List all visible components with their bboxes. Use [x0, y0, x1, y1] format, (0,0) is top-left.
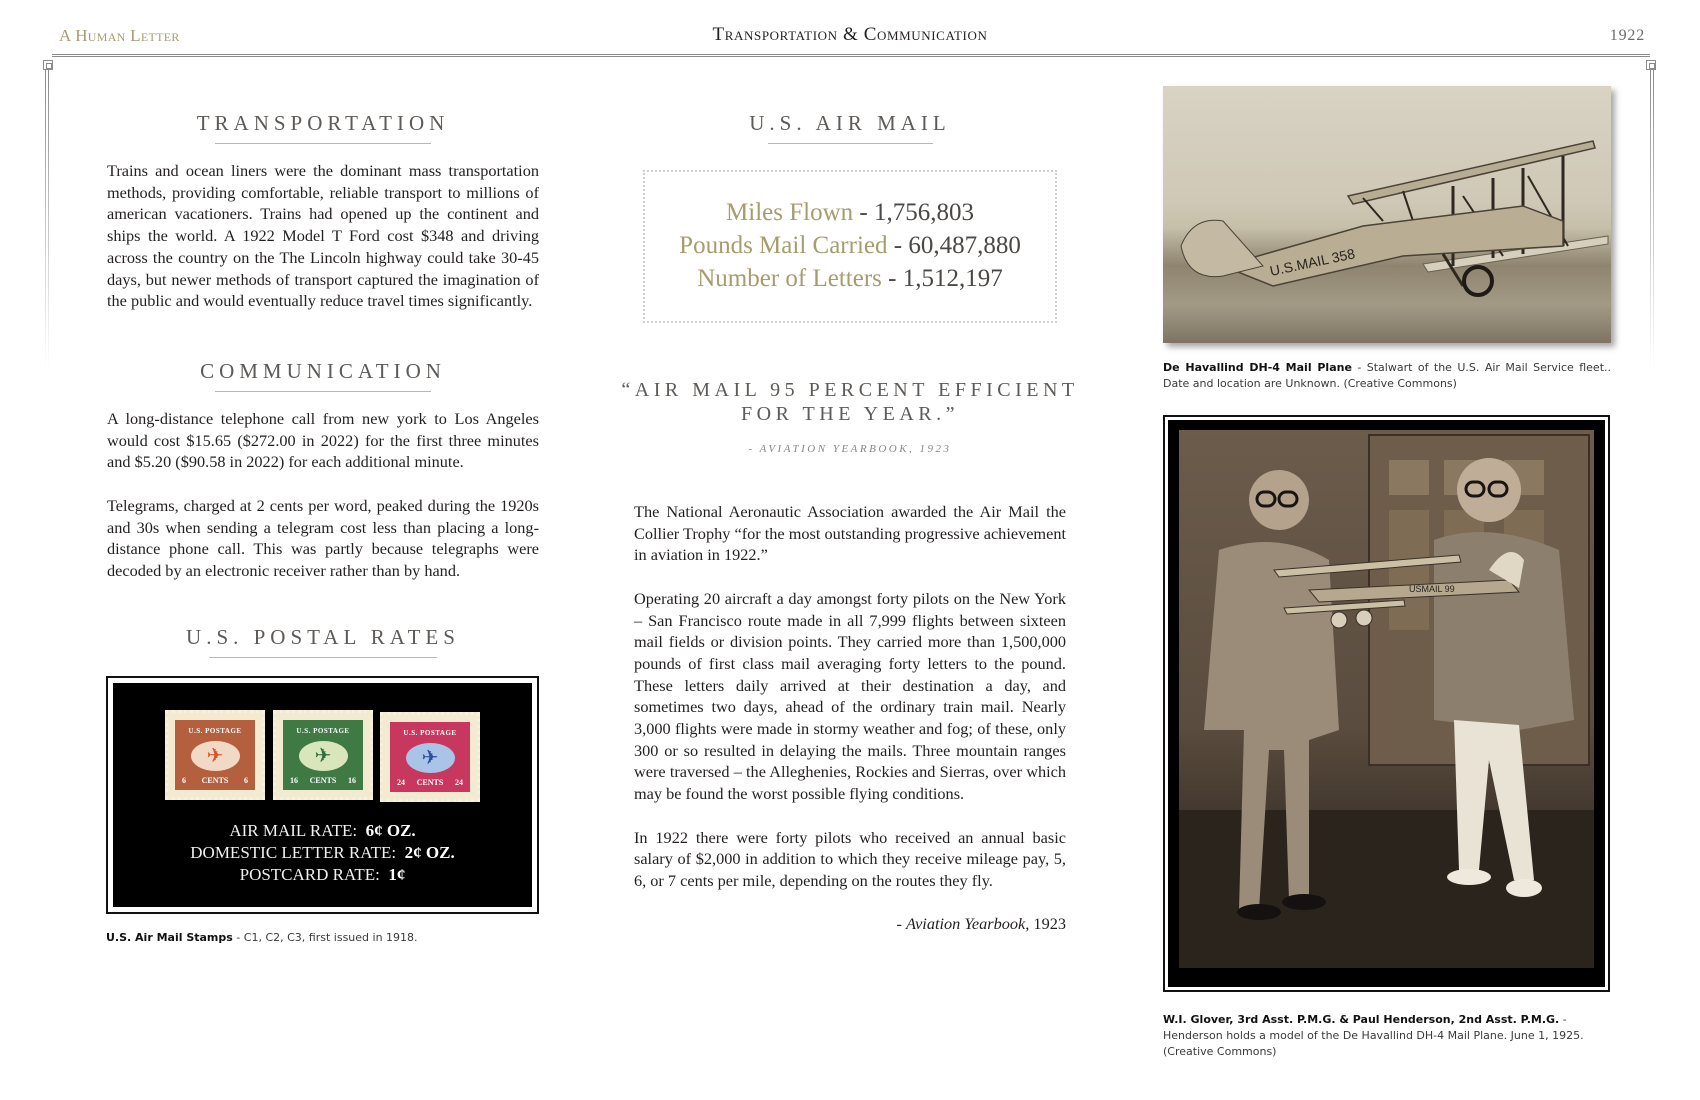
caption-text: - Stalwart of the U.S. Air Mail Service fleet.. Date and location are Unknown. (Creative Commons) [1163, 361, 1612, 390]
caption-title: De Havallind DH-4 Mail Plane [1163, 361, 1352, 374]
caption-title: U.S. Air Mail Stamps [106, 931, 233, 944]
stat-label: Pounds Mail Carried [679, 232, 888, 259]
stamp-value: 16 [290, 776, 298, 785]
stat-value: 1,512,197 [902, 265, 1003, 292]
stamp-value: 6 [182, 776, 186, 785]
page-year: 1922 [1609, 27, 1645, 44]
heading-rule [209, 657, 437, 658]
stamp-24-cents [380, 712, 480, 802]
stat-label: Number of Letters [697, 265, 882, 292]
air-mail-paragraph: In 1922 there were forty pilots who received an annual basic salary of $2,000 in addition to which they receive mileage pay, 5, 6, or 7 cents per mile, depending on the routes they fly. [634, 827, 1066, 890]
attribution-title: Aviation Yearbook, [906, 914, 1030, 934]
communication-paragraph: Telegrams, charged at 2 cents per word, peaked during the 1920s and 30s when sending a telegram cost less than placing a long-distance phone call. This was partly because telegraphs were decoded by an electronic receiver rather than by hand. [107, 495, 539, 580]
stat-value: 60,487,880 [908, 232, 1021, 259]
heading-rule [215, 143, 431, 144]
air-mail-paragraph: The National Aeronautic Association awarded the Air Mail the Collier Trophy “for the most outstanding progressive achievement in aviation in 1922.” [634, 502, 1066, 565]
caption-text: - Henderson holds a model of the De Havallind DH-4 Mail Plane. June 1, 1925. (Creative Commons) [1163, 1013, 1584, 1058]
transportation-paragraph: Trains and ocean liners were the dominant mass transportation methods, providing comfortable, reliable transport to millions of american vacationers. Trains had opened up the continent and ships the world. A 1922 Model T Ford cost $348 and driving across the country on the The Lincoln highway could take 30-45 days, but newer methods of transport captured the imagination of the public and would eventually reduce travel times significantly. [107, 161, 539, 311]
frame-corner-ornament [43, 60, 53, 70]
stamp-postage-label: U.S. POSTAGE [296, 727, 350, 735]
frame-top-rule [52, 54, 1650, 55]
stamp-value: 16 [348, 776, 356, 785]
stamp-cents: CENTS [309, 776, 337, 785]
frame-top-rule [52, 56, 1650, 57]
publication-name: A Human Letter [59, 26, 180, 45]
attribution-dash: - [896, 914, 907, 934]
rate-row [113, 820, 532, 842]
stat-row: Number of Letters - 1,512,197 [697, 265, 1003, 292]
air-mail-stats-box [643, 170, 1057, 323]
postal-rates-heading: U.S. POSTAL RATES [186, 625, 460, 649]
heading-rule [215, 391, 431, 392]
rate-row [113, 842, 532, 864]
page-title: Transportation & Communication [712, 24, 988, 45]
plane-marking: U.S.MAIL 358 [1268, 245, 1357, 279]
stamp-cents: CENTS [416, 778, 444, 787]
biplane-icon: ✈ [299, 741, 348, 771]
officials-illustration [1179, 430, 1594, 968]
stamp-16-cents [273, 710, 373, 800]
frame-right-rule [1650, 70, 1651, 370]
caption-title: W.I. Glover, 3rd Asst. P.M.G. & Paul Henderson, 2nd Asst. P.M.G. [1163, 1013, 1560, 1026]
pull-quote-source: - AVIATION YEARBOOK, 1923 [748, 443, 952, 455]
officials-photo [1179, 430, 1594, 968]
stamps-caption [106, 930, 546, 946]
stamp-value: 24 [455, 778, 463, 787]
frame-right-rule [1653, 70, 1654, 370]
transportation-text [107, 160, 539, 312]
stat-row: Miles Flown - 1,756,803 [726, 199, 974, 226]
frame-corner-ornament [1646, 60, 1656, 70]
air-mail-heading: U.S. AIR MAIL [749, 111, 951, 135]
transportation-heading: TRANSPORTATION [196, 111, 450, 135]
frame-left-rule [45, 70, 46, 370]
model-marking: USMAIL 99 [1409, 584, 1455, 594]
stamp-postage-label: U.S. POSTAGE [403, 729, 457, 737]
communication-text [107, 408, 539, 582]
rate-value: 2¢ OZ. [404, 843, 455, 862]
communication-paragraph: A long-distance telephone call from new york to Los Angeles would cost $15.65 ($272.00 in 2022) for the first three minutes and $5.20 ($90.58 in 2022) for each additional minute. [107, 409, 539, 472]
communication-heading: COMMUNICATION [200, 359, 446, 383]
stat-label: Miles Flown [726, 199, 854, 226]
air-mail-text [634, 501, 1066, 935]
rate-label: POSTCARD RATE: [239, 865, 380, 884]
pull-quote: “AIR MAIL 95 PERCENT EFFICIENT FOR THE YEAR.” [621, 379, 1079, 425]
attribution-year: 1923 [1029, 914, 1066, 934]
biplane-icon: ✈ [406, 743, 455, 773]
officials-caption [1163, 1012, 1615, 1060]
mail-plane-caption [1163, 360, 1611, 392]
stamp-value: 24 [397, 778, 405, 787]
stamp-value: 6 [244, 776, 248, 785]
stamp-postage-label: U.S. POSTAGE [188, 727, 242, 735]
stat-value: 1,756,803 [873, 199, 974, 226]
rate-row [113, 864, 532, 886]
heading-rule [768, 143, 933, 144]
biplane-illustration [1163, 86, 1611, 343]
attribution [634, 913, 1066, 935]
rate-value: 1¢ [388, 865, 406, 884]
air-mail-paragraph: Operating 20 aircraft a day amongst forty pilots on the New York – San Francisco route made in all 7,999 flights between sixteen mail fields or division points. They carried more than 1,500,000 pounds of first class mail averaging forty letters to the pound. These letters daily arrived at their destination a day, and sometimes two days, ahead of the ordinary train mail. Nearly 3,000 flights were made in stormy weather and fog; of these, only 300 or so resulted in delaying the mails. Three mountain ranges were traversed – the Alleghenies, Rockies and Sierras, over which may be found the worst possible flying conditions. [634, 588, 1066, 804]
stamp-6-cents [165, 710, 265, 800]
rate-label: AIR MAIL RATE: [229, 821, 358, 840]
stamp-cents: CENTS [201, 776, 229, 785]
mail-plane-photo [1163, 86, 1611, 343]
rate-value: 6¢ OZ. [365, 821, 416, 840]
biplane-icon: ✈ [191, 741, 240, 771]
frame-left-rule [48, 70, 49, 370]
stat-row: Pounds Mail Carried - 60,487,880 [679, 232, 1021, 259]
postal-rates-list [113, 820, 532, 886]
caption-text: - C1, C2, C3, first issued in 1918. [232, 931, 418, 944]
rate-label: DOMESTIC LETTER RATE: [190, 843, 397, 862]
